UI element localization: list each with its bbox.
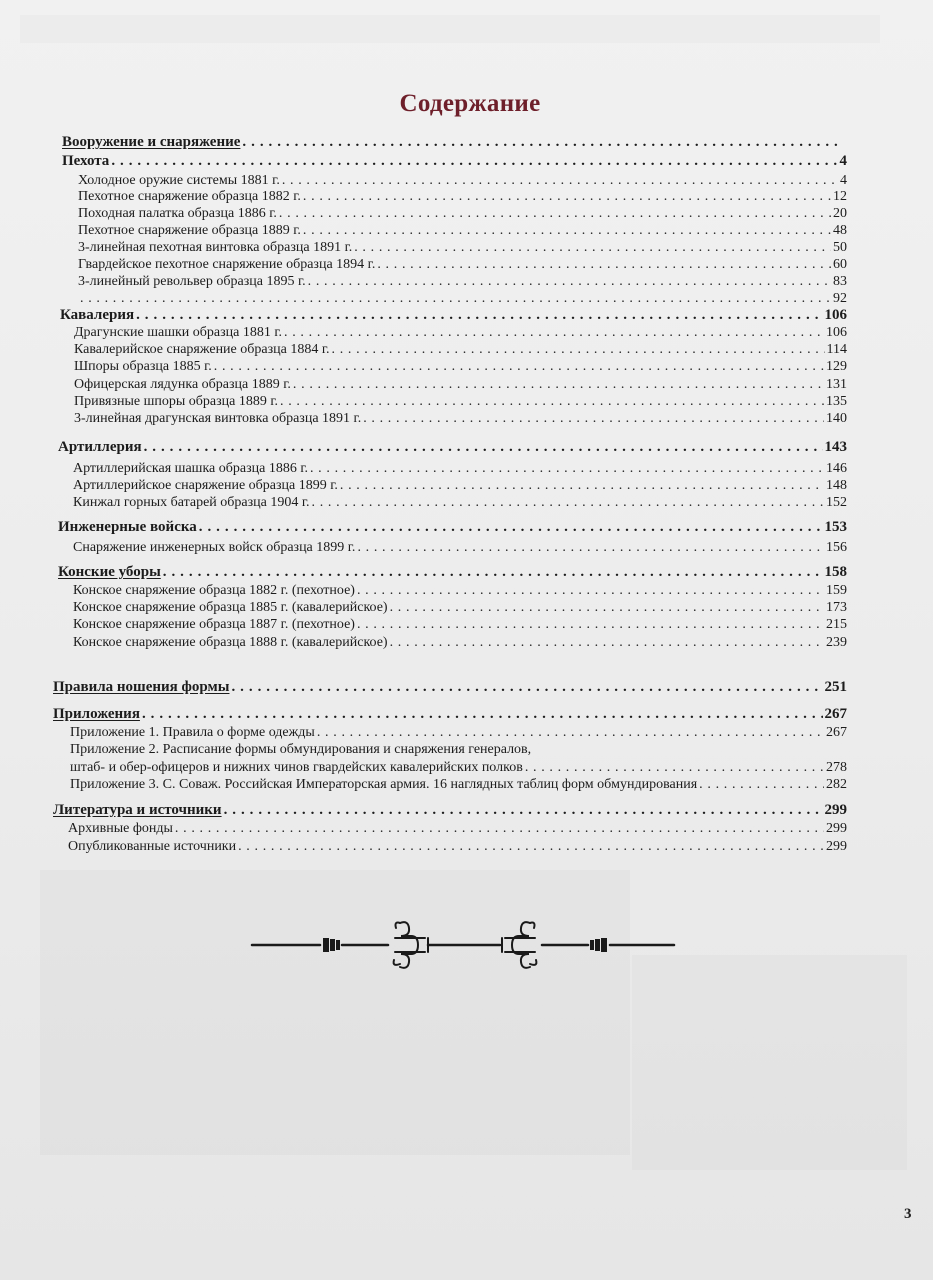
toc-item[interactable] xyxy=(78,222,847,240)
toc-item-label: Артиллерийское снаряжение образца 1899 г. xyxy=(73,478,338,493)
toc-item-label: Пехотное снаряжение образца 1882 г. xyxy=(78,189,301,204)
toc-item-page: 131 xyxy=(826,377,847,392)
toc-item-page: 159 xyxy=(826,583,847,598)
toc-label: Кавалерия xyxy=(60,307,135,323)
toc-label: Правила ношения формы xyxy=(53,679,230,695)
toc-item-page: 140 xyxy=(826,411,847,426)
toc-item-label: Кавалерийское снаряжение образца 1884 г. xyxy=(74,342,330,357)
toc-item-label: Пехотное снаряжение образца 1889 г. xyxy=(78,223,301,238)
toc-item-label: Привязные шпоры образца 1889 г. xyxy=(74,394,279,409)
toc-item-label: 3-линейный револьвер образца 1895 г. xyxy=(78,274,306,289)
toc-item-label: Походная палатка образца 1886 г. xyxy=(78,206,277,221)
leader-dots xyxy=(357,582,824,600)
toc-label: Приложения xyxy=(53,706,140,722)
toc-item-label: Конское снаряжение образца 1882 г. (пехотное) xyxy=(73,583,355,598)
leader-dots xyxy=(231,678,822,696)
leader-dots xyxy=(284,324,824,342)
leader-dots xyxy=(332,341,825,359)
toc-item-line[interactable]: Приложение 2. Расписание формы обмундирования и снаряжения генералов, xyxy=(70,742,532,757)
toc-item[interactable] xyxy=(78,205,847,223)
leader-dots xyxy=(242,133,837,151)
toc-item[interactable] xyxy=(73,477,847,495)
toc-item-label: Холодное оружие системы 1881 г. xyxy=(78,173,280,188)
toc-item-page: 267 xyxy=(826,725,847,740)
toc-item-label: Шпоры образца 1885 г. xyxy=(74,359,212,374)
toc-item-label: Снаряжение инженерных войск образца 1899 г. xyxy=(73,540,356,555)
leader-dots xyxy=(312,494,824,512)
leader-dots xyxy=(317,724,824,742)
toc-section-engineers[interactable] xyxy=(58,518,847,536)
page-title: Содержание xyxy=(399,90,541,117)
leader-dots xyxy=(280,393,824,411)
toc-item-label: Конское снаряжение образца 1885 г. (кавалерийское) xyxy=(73,600,388,615)
toc-label: Артиллерия xyxy=(58,439,142,455)
toc-item-page: 48 xyxy=(833,223,847,238)
toc-page: 251 xyxy=(824,679,847,695)
toc-item[interactable] xyxy=(74,358,847,376)
toc-item[interactable] xyxy=(74,376,847,394)
leader-dots xyxy=(199,518,823,536)
toc-item-label: Офицерская лядунка образца 1889 г. xyxy=(74,377,291,392)
toc-page: 299 xyxy=(824,802,847,818)
leader-dots xyxy=(144,438,823,456)
toc-item-label: 3-линейная драгунская винтовка образца 1891 г. xyxy=(74,411,362,426)
toc-item-page: 299 xyxy=(826,821,847,836)
toc-item-page: 60 xyxy=(833,257,847,272)
leader-dots xyxy=(699,776,824,794)
leader-dots xyxy=(214,358,824,376)
toc-item-label: штаб- и обер-офицеров и нижних чинов гвардейских кавалерийских полков xyxy=(70,760,523,775)
toc-item-label: Опубликованные источники xyxy=(68,839,237,854)
toc-item-label: Архивные фонды xyxy=(68,821,173,836)
toc-label: Пехота xyxy=(62,153,110,169)
leader-dots xyxy=(525,759,824,777)
leader-dots xyxy=(163,563,823,581)
toc-item-page: 106 xyxy=(826,325,847,340)
leader-dots xyxy=(357,616,824,634)
toc-item[interactable] xyxy=(74,393,847,411)
toc-label: Вооружение и снаряжение xyxy=(62,134,241,150)
leader-dots xyxy=(111,152,837,170)
toc-item[interactable] xyxy=(73,616,847,634)
toc-item[interactable] xyxy=(74,341,847,359)
toc-label: Литература и источники xyxy=(53,802,222,818)
toc-item[interactable] xyxy=(78,256,847,274)
leader-dots xyxy=(340,477,824,495)
toc-item[interactable] xyxy=(73,460,847,478)
toc-item-page: 299 xyxy=(826,839,847,854)
toc-section-infantry[interactable] xyxy=(62,152,847,170)
toc-page: 158 xyxy=(824,564,847,580)
toc-item-page: 156 xyxy=(826,540,847,555)
toc-label: Конские уборы xyxy=(58,564,161,580)
toc-page: 4 xyxy=(839,153,847,169)
leader-dots xyxy=(238,838,824,856)
toc-item[interactable] xyxy=(68,838,847,856)
toc-item[interactable] xyxy=(70,724,847,742)
scroll-divider-ornament-icon xyxy=(250,918,680,970)
toc-label: Инженерные войска xyxy=(58,519,197,535)
leader-dots xyxy=(390,599,824,617)
toc-item-page: 129 xyxy=(826,359,847,374)
page-number: 3 xyxy=(904,1206,912,1222)
toc-item[interactable] xyxy=(73,494,847,512)
toc-item[interactable] xyxy=(73,634,847,652)
toc-page: 267 xyxy=(824,706,847,722)
toc-part-literature[interactable] xyxy=(53,801,847,819)
toc-section-artillery[interactable] xyxy=(58,438,847,456)
toc-item[interactable] xyxy=(73,582,847,600)
toc-item-label: 3-линейная пехотная винтовка образца 1891 г. xyxy=(78,240,353,255)
toc-page: 106 xyxy=(824,307,847,323)
toc-item-label: Гвардейское пехотное снаряжение образца 1894 г. xyxy=(78,257,376,272)
toc-item-page: 282 xyxy=(826,777,847,792)
toc-page: 153 xyxy=(824,519,847,535)
toc-item[interactable] xyxy=(78,239,847,257)
toc-item-label: Артиллерийская шашка образца 1886 г. xyxy=(73,461,308,476)
leader-dots xyxy=(293,376,824,394)
toc-item-page: 152 xyxy=(826,495,847,510)
toc-part-rules[interactable] xyxy=(53,678,847,696)
toc-item-page: 20 xyxy=(833,206,847,221)
toc-part-armament[interactable] xyxy=(62,133,847,151)
toc-item[interactable] xyxy=(70,759,847,777)
toc-item[interactable] xyxy=(70,776,847,794)
toc-item-page: 50 xyxy=(833,240,847,255)
toc-item-page: 148 xyxy=(826,478,847,493)
leader-dots xyxy=(308,273,831,291)
toc-item[interactable] xyxy=(73,539,847,557)
toc-item-label: Конское снаряжение образца 1888 г. (кавалерийское) xyxy=(73,635,388,650)
toc-page: 143 xyxy=(824,439,847,455)
leader-dots xyxy=(303,222,831,240)
toc-item-page: 83 xyxy=(833,274,847,289)
toc-item[interactable] xyxy=(74,324,847,342)
toc-item-page: 215 xyxy=(826,617,847,632)
toc-item[interactable] xyxy=(78,273,847,291)
leader-dots xyxy=(357,539,824,557)
toc-section-cavalry[interactable] xyxy=(60,306,847,324)
toc-item-page: 92 xyxy=(833,291,847,306)
toc-item-label: Конское снаряжение образца 1887 г. (пехотное) xyxy=(73,617,355,632)
toc-section-horse[interactable] xyxy=(58,563,847,581)
leader-dots xyxy=(390,634,824,652)
toc-item-page: 239 xyxy=(826,635,847,650)
toc-item-page: 114 xyxy=(826,342,847,357)
leader-dots xyxy=(377,256,831,274)
toc-part-appendices[interactable] xyxy=(53,705,847,723)
toc-item-label: Приложение 3. С. Соваж. Российская Императорская армия. 16 наглядных таблиц форм обмундирования xyxy=(70,777,698,792)
leader-dots xyxy=(303,188,831,206)
toc-item-page: 173 xyxy=(826,600,847,615)
leader-dots xyxy=(175,820,824,838)
leader-dots xyxy=(354,239,831,257)
toc-item-page: 12 xyxy=(833,189,847,204)
leader-dots xyxy=(142,705,823,723)
toc-item-label: Приложение 1. Правила о форме одежды xyxy=(70,725,315,740)
leader-dots xyxy=(136,306,822,324)
toc-item[interactable] xyxy=(73,599,847,617)
toc-item[interactable] xyxy=(78,188,847,206)
leader-dots xyxy=(363,410,824,428)
leader-dots xyxy=(310,460,824,478)
toc-item[interactable] xyxy=(74,410,847,428)
toc-item-page: 278 xyxy=(826,760,847,775)
toc-item[interactable] xyxy=(68,820,847,838)
toc-item-label: Драгунские шашки образца 1881 г. xyxy=(74,325,283,340)
leader-dots xyxy=(279,205,831,223)
leader-dots xyxy=(224,801,823,819)
toc-item-page: 146 xyxy=(826,461,847,476)
toc-item-page: 135 xyxy=(826,394,847,409)
toc-item-label: Кинжал горных батарей образца 1904 г. xyxy=(73,495,310,510)
toc-item-page: 4 xyxy=(840,173,847,188)
